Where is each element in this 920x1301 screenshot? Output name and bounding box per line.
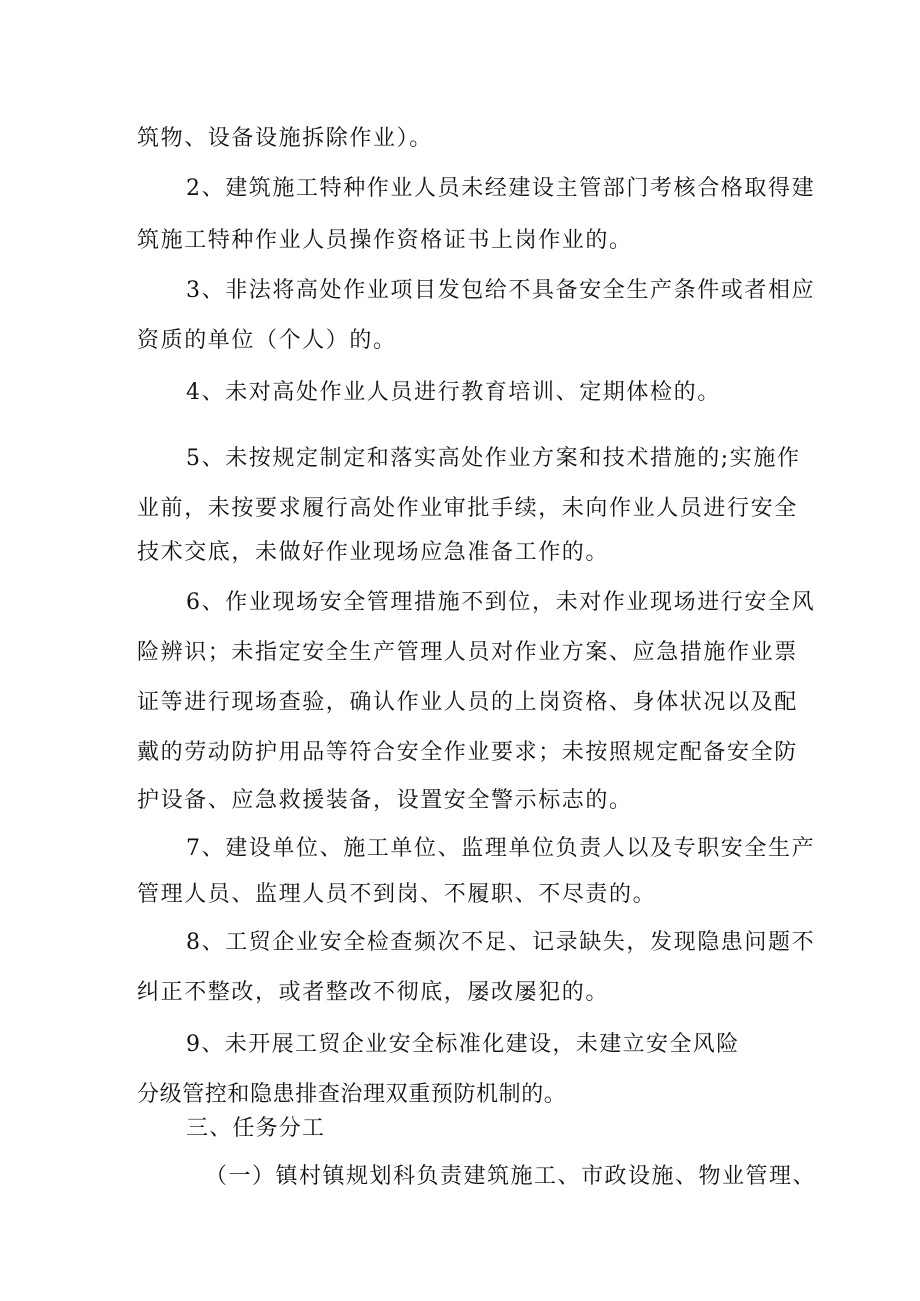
paragraph-line: 4、未对高处作业人员进行教育培训、定期体检的。 [186, 380, 721, 405]
paragraph-line: 8、工贸企业安全检查频次不足、记录缺失，发现隐患问题不 [186, 930, 816, 955]
paragraph-line: 纠正不整改，或者整改不彻底，屡改屡犯的。 [137, 980, 610, 1005]
paragraph-line: 证等进行现场查验，确认作业人员的上岗资格、身体状况以及配 [137, 690, 798, 715]
paragraph-line: 筑物、设备设施拆除作业）。 [137, 126, 433, 151]
paragraph-line: 5、未按规定制定和落实高处作业方案和技术措施的;实施作 [186, 446, 801, 471]
paragraph-line: 9、未开展工贸企业安全标准化建设，未建立安全风险 [186, 1032, 740, 1057]
paragraph-line: 业前，未按要求履行高处作业审批手续，未向作业人员进行安全 [137, 496, 798, 521]
paragraph-line: 6、作业现场安全管理措施不到位，未对作业现场进行安全风 [186, 590, 816, 615]
paragraph-line: 技术交底，未做好作业现场应急准备工作的。 [137, 540, 610, 565]
paragraph-line: 2、建筑施工特种作业人员未经建设主管部门考核合格取得建 [186, 176, 816, 201]
paragraph-line: 险辨识；未指定安全生产管理人员对作业方案、应急措施作业票 [137, 640, 798, 665]
paragraph-line: 3、非法将高处作业项目发包给不具备安全生产条件或者相应 [186, 278, 816, 303]
paragraph-line: 护设备、应急救援装备，设置安全警示标志的。 [137, 788, 633, 813]
paragraph-line: 7、建设单位、施工单位、监理单位负责人以及专职安全生产 [186, 836, 816, 861]
paragraph-line: 管理人员、监理人员不到岗、不履职、不尽责的。 [137, 882, 657, 907]
paragraph-line: 戴的劳动防护用品等符合安全作业要求；未按照规定配备安全防 [137, 740, 798, 765]
paragraph-line: 资质的单位（个人）的。 [137, 328, 397, 353]
paragraph-line: 筑施工特种作业人员操作资格证书上岗作业的。 [137, 228, 633, 253]
paragraph-line: 分级管控和隐患排查治理双重预防机制的。 [137, 1082, 567, 1107]
section-heading: 三、任务分工 [186, 1116, 326, 1141]
paragraph-line: （一）镇村镇规划科负责建筑施工、市政设施、物业管理、 [205, 1164, 817, 1189]
